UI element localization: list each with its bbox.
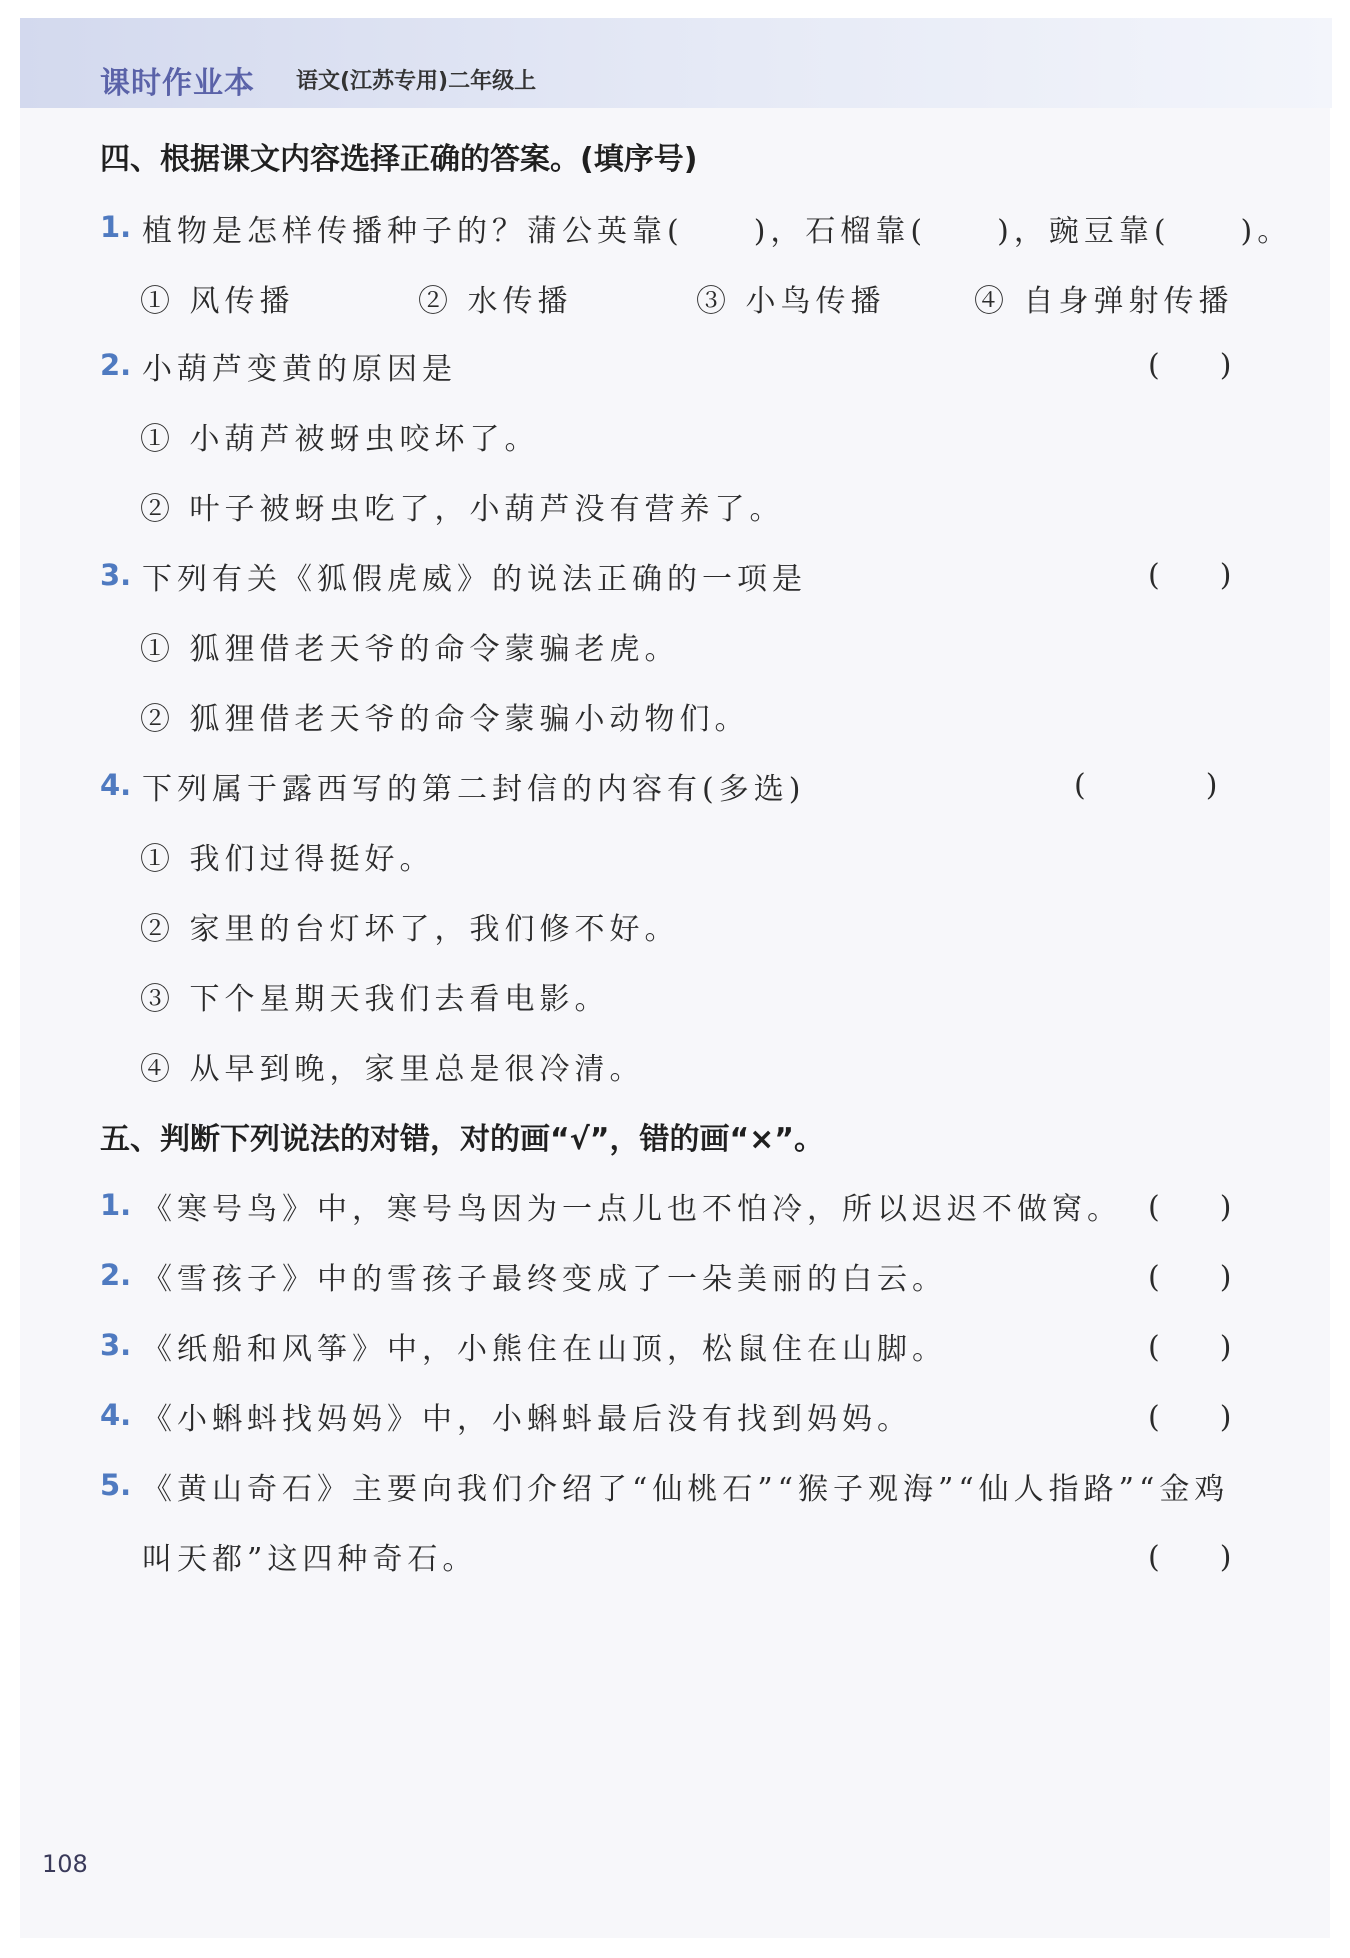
s5-item-3-text: 《纸船和风筝》中，小熊住在山顶，松鼠住在山脚。: [142, 1332, 947, 1367]
q3-option-2: ② 狐狸借老天爷的命令蒙骗小动物们。: [140, 702, 750, 737]
s5-item-1-paren[interactable]: ( ): [1148, 1190, 1232, 1225]
q3-answer-paren[interactable]: ( ): [1148, 558, 1232, 593]
q2-option-2: ② 叶子被蚜虫吃了，小葫芦没有营养了。: [140, 492, 785, 527]
page-number: 108: [42, 1850, 88, 1878]
s5-item-2-text: 《雪孩子》中的雪孩子最终变成了一朵美丽的白云。: [142, 1262, 947, 1297]
q1-choice-1: ① 风传播: [140, 284, 295, 319]
s5-item-5-text-cont: 叫天都”这四种奇石。: [142, 1542, 478, 1577]
q4-option-4: ④ 从早到晚，家里总是很冷清。: [140, 1052, 645, 1087]
section-5-heading: 五、判断下列说法的对错，对的画“√”，错的画“×”。: [100, 1122, 825, 1157]
q3-number: 3.: [100, 558, 132, 592]
book-subtitle: 语文(江苏专用)二年级上: [296, 69, 537, 94]
q1-choice-3: ③ 小鸟传播: [696, 284, 886, 319]
s5-item-5-number: 5.: [100, 1468, 132, 1502]
q4-option-1: ① 我们过得挺好。: [140, 842, 435, 877]
s5-item-2-number: 2.: [100, 1258, 132, 1292]
section-4-heading: 四、根据课文内容选择正确的答案。(填序号): [100, 142, 698, 177]
q4-number: 4.: [100, 768, 132, 802]
q2-text: 小葫芦变黄的原因是: [142, 352, 457, 387]
q2-option-1: ① 小葫芦被蚜虫咬坏了。: [140, 422, 540, 457]
s5-item-3-paren[interactable]: ( ): [1148, 1330, 1232, 1365]
s5-item-2-paren[interactable]: ( ): [1148, 1260, 1232, 1295]
q4-text: 下列属于露西写的第二封信的内容有(多选): [142, 772, 806, 807]
q4-answer-paren[interactable]: ( ): [1074, 768, 1218, 803]
q1-number: 1.: [100, 210, 132, 244]
q3-text: 下列有关《狐假虎威》的说法正确的一项是: [142, 562, 807, 597]
q1-choice-2: ② 水传播: [418, 284, 573, 319]
q1-text: 植物是怎样传播种子的？蒲公英靠( )，石榴靠( )，豌豆靠( )。: [142, 214, 1293, 249]
s5-item-4-number: 4.: [100, 1398, 132, 1432]
s5-item-4-paren[interactable]: ( ): [1148, 1400, 1232, 1435]
s5-item-3-number: 3.: [100, 1328, 132, 1362]
q1-choice-4: ④ 自身弹射传播: [974, 284, 1234, 319]
q3-option-1: ① 狐狸借老天爷的命令蒙骗老虎。: [140, 632, 680, 667]
q4-option-2: ② 家里的台灯坏了，我们修不好。: [140, 912, 680, 947]
s5-item-1-number: 1.: [100, 1188, 132, 1222]
q2-number: 2.: [100, 348, 132, 382]
s5-item-5-paren[interactable]: ( ): [1148, 1540, 1232, 1575]
s5-item-5-text: 《黄山奇石》主要向我们介绍了“仙桃石”“猴子观海”“仙人指路”“金鸡: [142, 1472, 1230, 1507]
book-title: 课时作业本: [100, 66, 255, 101]
q4-option-3: ③ 下个星期天我们去看电影。: [140, 982, 610, 1017]
s5-item-4-text: 《小蝌蚪找妈妈》中，小蝌蚪最后没有找到妈妈。: [142, 1402, 912, 1437]
s5-item-1-text: 《寒号鸟》中，寒号鸟因为一点儿也不怕冷，所以迟迟不做窝。: [142, 1192, 1122, 1227]
q2-answer-paren[interactable]: ( ): [1148, 348, 1232, 383]
